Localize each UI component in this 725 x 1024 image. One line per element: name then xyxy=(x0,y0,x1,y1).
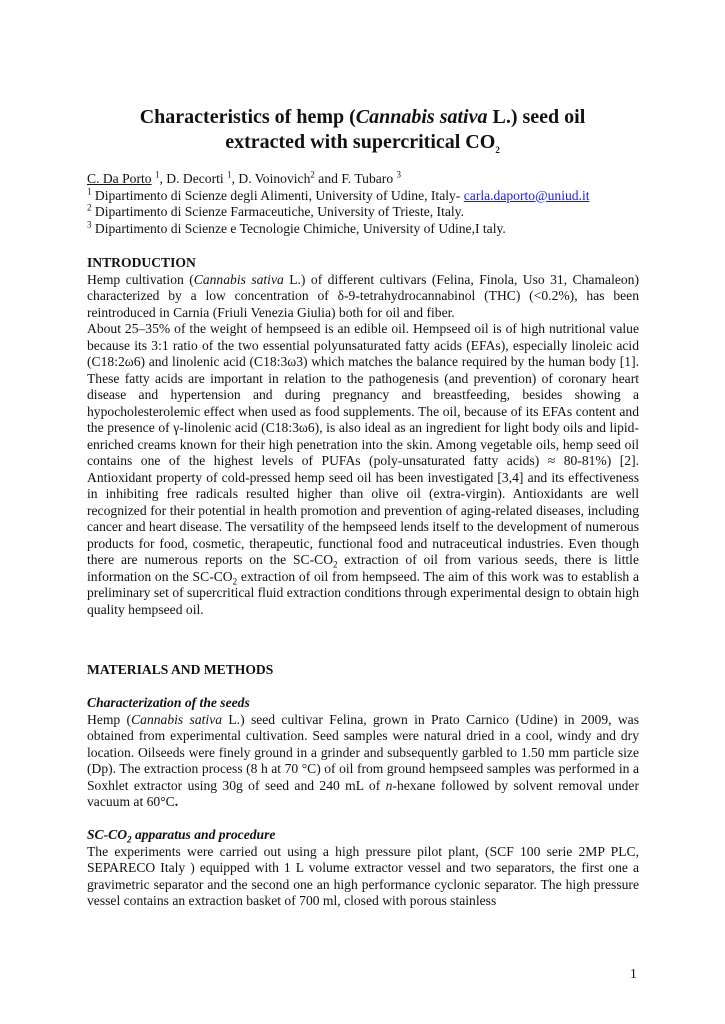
intro-p2-sub1: 2 xyxy=(333,559,338,570)
paper-title xyxy=(70,105,655,155)
page-number: 1 xyxy=(630,966,637,981)
authors-block xyxy=(87,171,639,237)
introduction-heading: INTRODUCTION xyxy=(87,255,196,270)
author-3: , D. Voinovich xyxy=(231,171,311,186)
apparatus-heading-sub: 2 xyxy=(127,834,132,845)
affiliation-1-num: 1 xyxy=(87,185,92,196)
author-1-sup: 1 xyxy=(154,169,160,180)
seeds-paragraph xyxy=(87,712,639,811)
affiliation-3-text: Dipartimento di Scienze e Tecnologie Chimiche, University of Udine,I taly. xyxy=(91,220,506,236)
author-2: , D. Decorti xyxy=(159,171,224,186)
seeds-text-c: -hexane followed by solvent removal under vacuum at 60°C xyxy=(87,777,639,809)
methods-section xyxy=(87,662,639,910)
affiliation-3-num: 3 xyxy=(87,218,92,229)
affiliation-2-num: 2 xyxy=(87,202,92,213)
intro-species: Cannabis sativa xyxy=(193,271,284,287)
seeds-species: Cannabis sativa xyxy=(131,711,223,727)
affiliation-1-text: Dipartimento di Scienze degli Alimenti, University of Udine, Italy- xyxy=(91,187,464,203)
introduction-section xyxy=(87,255,639,618)
author-2-sup: 1 xyxy=(227,169,232,180)
intro-p2-sub2: 2 xyxy=(232,576,238,587)
introduction-paragraph-1 xyxy=(87,272,639,322)
methods-heading: MATERIALS AND METHODS xyxy=(87,662,274,677)
author-3-sup: 2 xyxy=(310,169,315,180)
apparatus-heading-a: SC-CO xyxy=(87,827,128,842)
author-line xyxy=(87,171,639,188)
intro-p1-start: Hemp cultivation ( xyxy=(87,271,194,287)
seeds-text-b: L.) seed cultivar Felina, grown in Prato Carnico (Udine) in 2009, was obtained from experimental cultivation. Seed samples were natural dried in a cool, windy and dry location. Oilseeds were finely ground in a grinder and subsequently garbled to 1.50 mm particle size (Dp). The extraction process (8 h at 70 °C) of oil from ground hempseed samples was performed in a Soxhlet extractor using 30g of seed and 240 mL of xyxy=(87,711,639,793)
author-4: and F. Tubaro xyxy=(314,171,394,186)
affiliation-2 xyxy=(87,204,639,221)
title-text-end: L.) seed oil xyxy=(487,106,586,128)
intro-p2-a: About 25–35% of the weight of hempseed is an edible oil. Hempseed oil is of high nutritional value because its 3:1 ratio of the two essential polyunsaturated fatty acids (EFAs), especially linoleic acid (C18:2ω6) and linolenic acid (C18:3ω3) which matches the balance required by the human body [1]. These fatty acids are important in relation to the pathogenesis (and prevention) of coronary heart disease and hypertension and during pregnancy and breastfeeding, besides showing a hypocholesterolemic effect when used as food supplements. The oil, because of its EFAs content and the presence of γ-linolenic acid (C18:3ω6), is also ideal as an ingredient for light body oils and lipid-enriched creams known for their high penetration into the skin. Among vegetable oils, hemp seed oil contains one of the highest levels of PUFAs (poly-unsaturated fatty acids) ≈ 80-81%) [2]. Antioxidant property of cold-pressed hemp seed oil has been investigated [3,4] and its effectiveness in inhibiting free radicals resulted higher than olive oil (extra-virgin). Antioxidants are well recognized for their potential in health promotion and prevention of aging-related diseases, including cancer and heart disease. The versatility of the hempseed lends itself to the development of numerous products for food, cosmetic, therapeutic, functional food and nutraceutical industries. Even though there are numerous reports on the SC-CO xyxy=(87,321,639,567)
title-text: Characteristics of hemp ( xyxy=(139,106,356,128)
apparatus-heading-b: apparatus and procedure xyxy=(131,827,276,842)
email-link[interactable]: carla.daporto@uniud.it xyxy=(463,187,590,203)
apparatus-paragraph: The experiments were carried out using a high pressure pilot plant, (SCF 100 serie 2MP PLC, SEPARECO Italy ) equipped with 1 L volume extractor vessel and two separators, the first one a gravimetric separator and the second one an high performance cyclonic separator. The high pressure vessel contains an extraction basket of 700 ml, closed with porous stainless xyxy=(87,843,639,908)
author-4-sup: 3 xyxy=(396,169,402,180)
affiliation-3 xyxy=(87,218,639,238)
title-subscript: 2 xyxy=(495,145,500,155)
intro-p2-c: extraction of oil from hempseed. The aim of this work was to establish a preliminary set of supercritical fluid extraction conditions through experimental design to obtain high quality hempseed oil. xyxy=(87,568,639,617)
hexane-n: n xyxy=(385,777,393,793)
affiliation-1 xyxy=(87,185,639,205)
author-1: C. Da Porto xyxy=(87,171,152,186)
seeds-text-a: Hemp ( xyxy=(87,711,132,727)
introduction-paragraph-2 xyxy=(87,321,639,618)
intro-p2-b: extraction of oil from various seeds, there is little information on the SC-CO xyxy=(87,552,639,584)
seeds-period: . xyxy=(174,794,179,809)
seeds-subheading: Characterization of the seeds xyxy=(87,695,250,710)
title-species: Cannabis sativa xyxy=(355,106,488,128)
intro-p1-end: L.) of different cultivars (Felina, Finola, Uso 31, Chamaleon) characterized by a low concentration of δ-9-tetrahydrocannabinol (THC) (<0.2%), has been reintroduced in Carnia (Friuli Venezia Giulia) both for oil and fiber. xyxy=(87,271,639,320)
title-line2: extracted with supercritical CO xyxy=(225,131,496,153)
affiliation-2-text: Dipartimento di Scienze Farmaceutiche, University of Trieste, Italy. xyxy=(91,204,464,219)
apparatus-subheading xyxy=(87,827,639,844)
